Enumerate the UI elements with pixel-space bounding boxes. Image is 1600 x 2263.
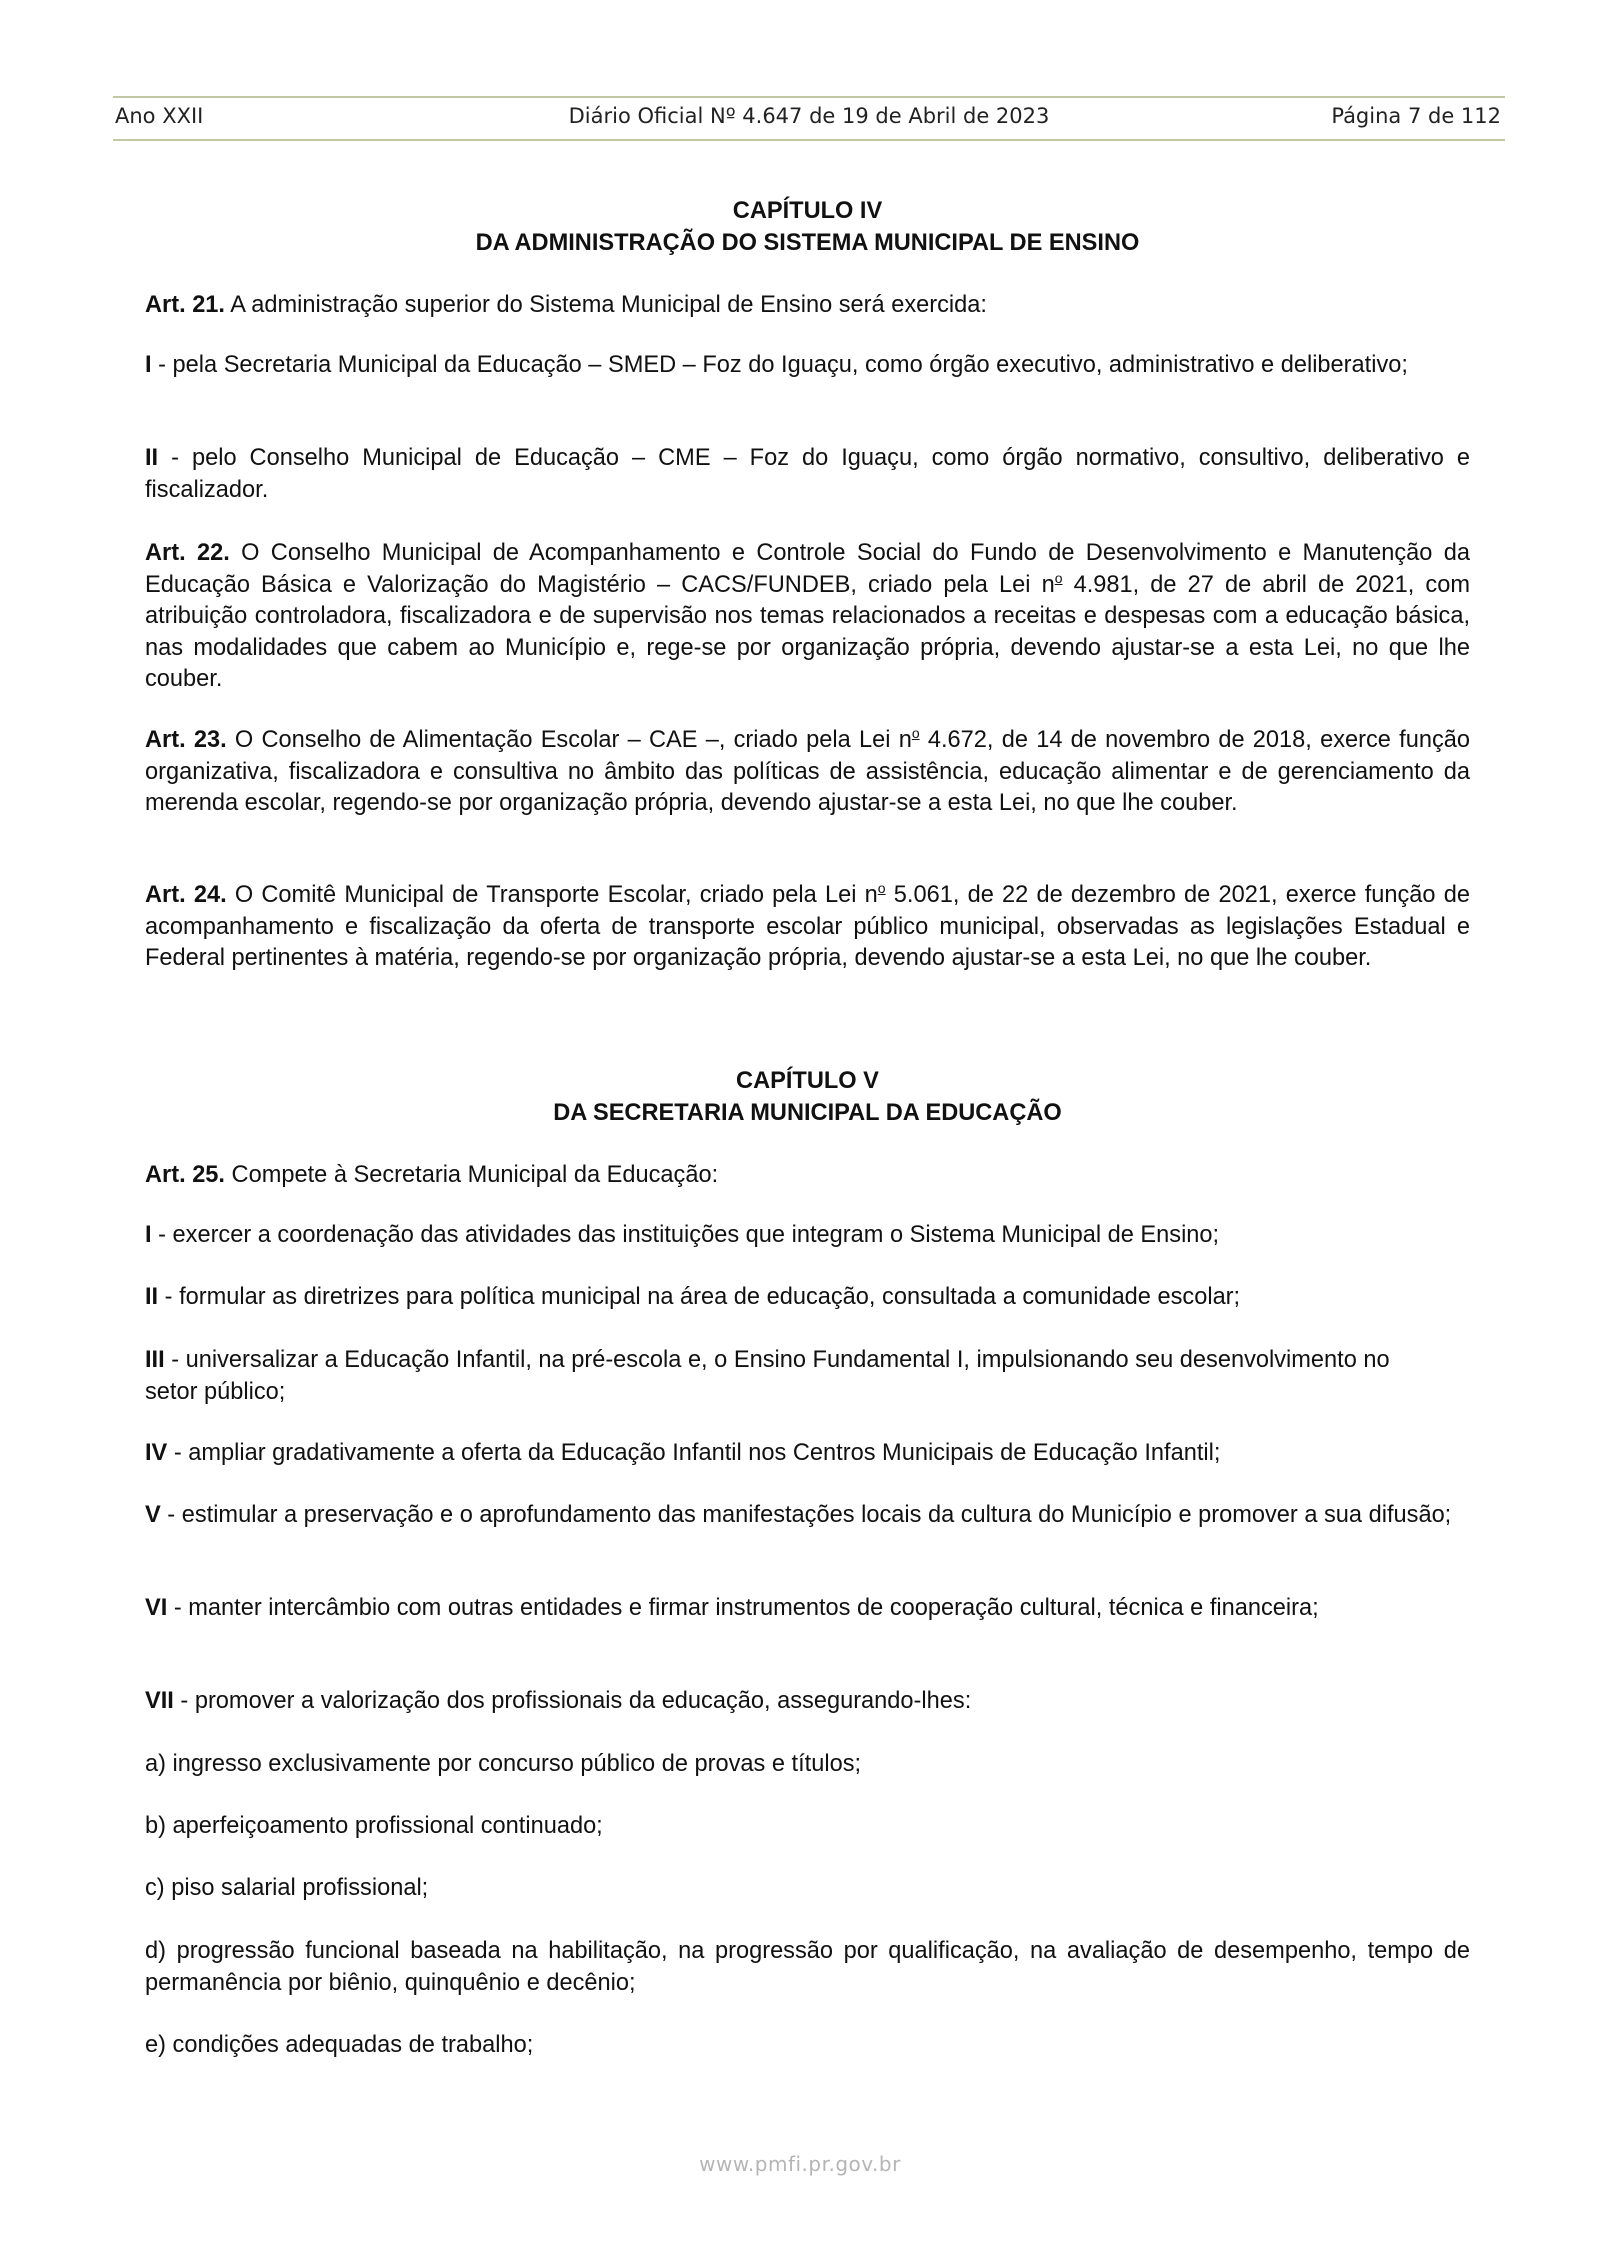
header-edition: Diário Oficial Nº 4.647 de 19 de Abril de 2023 — [568, 104, 1050, 128]
subitem-e — [145, 2030, 1470, 2062]
item-text: - pela Secretaria Municipal da Educação – SMED – Foz do Iguaçu, como órgão executivo, administrativo e deliberativo; — [151, 352, 1408, 378]
footer-url: www.pmfi.pr.gov.br — [699, 2152, 901, 2176]
article-21-item-i — [145, 350, 1470, 382]
article-22-text: O Conselho Municipal de Acompanhamento e Controle Social do Fundo de Desenvolvimento e Manutenção da Educação Básica e Valorização do Magistério – CACS/FUNDEB, criado pela Lei n — [145, 540, 1470, 598]
article-25-item-iii — [145, 1345, 1445, 1408]
page-header — [113, 104, 1505, 134]
article-25-item-v — [145, 1500, 1470, 1532]
chapter-iv-title: CAPÍTULO IV — [732, 198, 883, 224]
header-page-number: Página 7 de 112 — [1331, 104, 1501, 128]
subitem-a — [145, 1749, 1470, 1781]
chapter-v-heading — [145, 1066, 1470, 1129]
item-text: - formular as diretrizes para política municipal na área de educação, consultada a comunidade escolar; — [158, 1284, 1241, 1310]
article-23-text: O Conselho de Alimentação Escolar – CAE –, criado pela Lei n — [226, 727, 912, 753]
item-label: V — [145, 1502, 161, 1528]
article-24-text-cont: 5.061, de 22 de dezembro de 2021, exerce função de acompanhamento e fiscalização da oferta de transporte escolar público municipal, observadas as legislações Estadual e Federal pertinentes à matéria, regendo-se por organização própria, devendo ajustar-se a esta Lei, no que lhe couber. — [145, 882, 1470, 971]
article-23-label: Art. 23. — [145, 727, 227, 753]
article-24-label: Art. 24. — [145, 882, 227, 908]
subitem-text: a) ingresso exclusivamente por concurso público de provas e títulos; — [145, 1751, 862, 1777]
article-23 — [145, 725, 1470, 820]
subitem-c — [145, 1873, 1470, 1905]
item-label: VI — [145, 1595, 168, 1621]
subitem-text: d) progressão funcional baseada na habilitação, na progressão por qualificação, na avaliação de desempenho, tempo de permanência por biênio, quinquênio e decênio; — [145, 1938, 1470, 1996]
chapter-iv-heading — [145, 196, 1470, 259]
header-rule-bottom — [113, 139, 1505, 141]
article-21 — [145, 290, 1470, 322]
item-label: I — [145, 1222, 152, 1248]
article-25-text: Compete à Secretaria Municipal da Educação: — [225, 1162, 719, 1188]
item-label: II — [145, 445, 159, 471]
item-label: VII — [145, 1688, 174, 1714]
chapter-v-subtitle: DA SECRETARIA MUNICIPAL DA EDUCAÇÃO — [553, 1099, 1062, 1126]
article-25-item-vi — [145, 1593, 1425, 1625]
article-25-item-ii — [145, 1282, 1470, 1314]
subitem-text: c) piso salarial profissional; — [145, 1875, 429, 1901]
ordinal-indicator: o — [911, 725, 920, 741]
article-25-item-iv — [145, 1438, 1470, 1470]
item-text: - manter intercâmbio com outras entidades e firmar instrumentos de cooperação cultural, técnica e financeira; — [167, 1595, 1319, 1621]
subitem-text: b) aperfeiçoamento profissional continuado; — [145, 1813, 603, 1839]
subitem-text: e) condições adequadas de trabalho; — [145, 2032, 534, 2058]
item-text: - universalizar a Educação Infantil, na pré-escola e, o Ensino Fundamental I, impulsionando seu desenvolvimento no setor público; — [145, 1347, 1390, 1405]
article-25-item-vii — [145, 1686, 1470, 1718]
article-21-label: Art. 21. — [145, 292, 225, 318]
article-25-item-i — [145, 1220, 1470, 1252]
header-rule-top — [113, 96, 1505, 98]
article-21-text: A administração superior do Sistema Municipal de Ensino será exercida: — [225, 292, 987, 318]
item-text: - promover a valorização dos profissionais da educação, assegurando-lhes: — [173, 1688, 972, 1714]
item-text: - pelo Conselho Municipal de Educação – CME – Foz do Iguaçu, como órgão normativo, consultivo, deliberativo e fiscalizador. — [145, 445, 1470, 503]
item-text: - ampliar gradativamente a oferta da Educação Infantil nos Centros Municipais de Educação Infantil; — [167, 1440, 1221, 1466]
item-label: I — [145, 352, 152, 378]
item-label: II — [145, 1284, 159, 1310]
subitem-d — [145, 1936, 1470, 1999]
article-22 — [145, 538, 1470, 696]
article-22-text-cont: 4.981, de 27 de abril de 2021, com atribuição controladora, fiscalizadora e de supervisão nos temas relacionados a receitas e despesas com a educação básica, nas modalidades que cabem ao Município e, rege-se por organização própria, devendo ajustar-se a esta Lei, no que lhe couber. — [145, 571, 1470, 692]
article-23-text-cont: 4.672, de 14 de novembro de 2018, exerce função organizativa, fiscalizadora e consultiva no âmbito das políticas de assistência, educação alimentar e de gerenciamento da merenda escolar, regendo-se por organização própria, devendo ajustar-se a esta Lei, no que lhe couber. — [145, 727, 1470, 816]
article-22-label: Art. 22. — [145, 540, 230, 566]
ordinal-indicator: o — [1054, 569, 1063, 586]
item-label: III — [145, 1347, 165, 1373]
article-25-label: Art. 25. — [145, 1162, 225, 1188]
article-21-item-ii — [145, 443, 1470, 506]
chapter-iv-subtitle: DA ADMINISTRAÇÃO DO SISTEMA MUNICIPAL DE ENSINO — [475, 229, 1140, 256]
item-text: - estimular a preservação e o aprofundamento das manifestações locais da cultura do Município e promover a sua difusão; — [160, 1502, 1452, 1528]
chapter-v-title: CAPÍTULO V — [736, 1068, 879, 1094]
article-24 — [145, 880, 1470, 975]
item-text: - exercer a coordenação das atividades das instituições que integram o Sistema Municipal de Ensino; — [151, 1222, 1220, 1248]
article-24-text: O Comitê Municipal de Transporte Escolar, criado pela Lei n — [226, 882, 878, 908]
header-year: Ano XXII — [115, 104, 204, 128]
ordinal-indicator: o — [877, 880, 886, 896]
subitem-b — [145, 1811, 1470, 1843]
article-25 — [145, 1160, 1470, 1192]
item-label: IV — [145, 1440, 168, 1466]
